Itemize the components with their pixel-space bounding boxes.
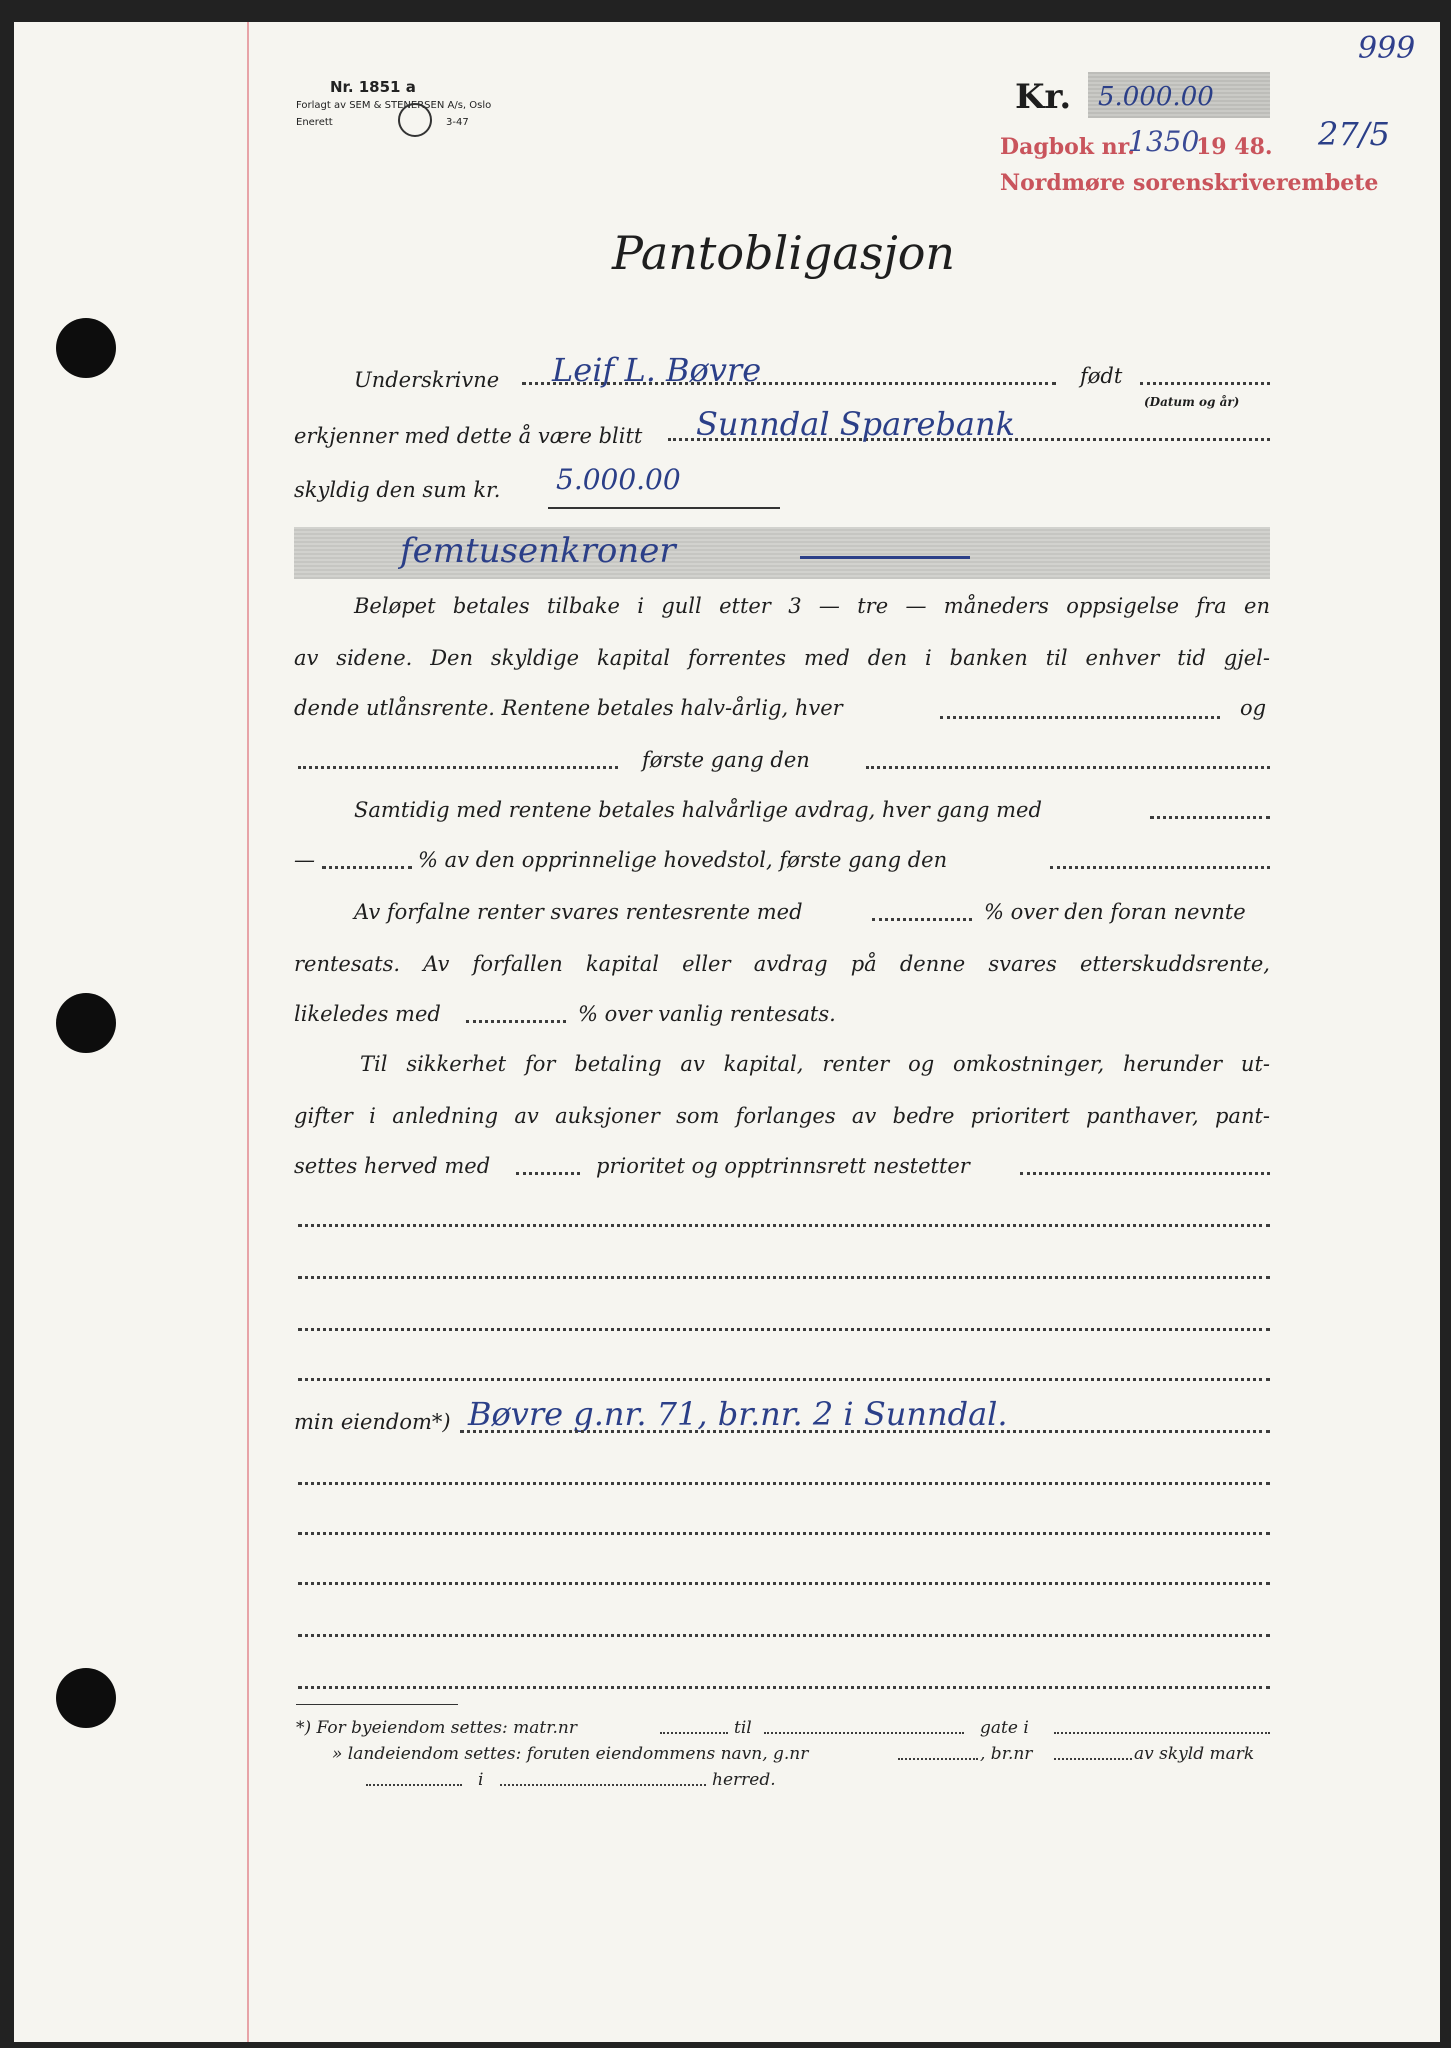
dotted-line bbox=[1054, 1732, 1270, 1734]
erkjenner-label: erkjenner med dette å være blitt bbox=[294, 424, 643, 448]
punch-hole-bottom bbox=[56, 1668, 116, 1728]
footnote-line-1-b: til bbox=[734, 1718, 752, 1738]
body-line-2: av sidene. Den skyldige kapital forrentes med den i banken til enhver tid gjel- bbox=[294, 646, 1270, 670]
amount-value: 5.000.00 bbox=[1098, 82, 1214, 112]
office-stamp: Nordmøre sorenskriverembete bbox=[1000, 170, 1379, 196]
creditor-value: Sunndal Sparebank bbox=[696, 405, 1015, 443]
dotted-line bbox=[764, 1732, 964, 1734]
footnote-separator bbox=[296, 1704, 458, 1705]
dotted-line bbox=[660, 1732, 728, 1734]
dotted-line bbox=[516, 1172, 580, 1175]
underskrivne-label: Underskrivne bbox=[354, 368, 500, 392]
dotted-line bbox=[466, 1020, 566, 1023]
dotted-line bbox=[866, 766, 1270, 769]
body-line-3: dende utlånsrente. Rentene betales halv-årlig, hver bbox=[294, 696, 843, 720]
dagbok-label: Dagbok nr. bbox=[1000, 134, 1135, 160]
dagbok-number: 1350 bbox=[1128, 125, 1200, 158]
dagbok-year: 19 48. bbox=[1196, 134, 1273, 160]
publisher-date: 3-47 bbox=[446, 117, 469, 128]
footnote-line-2-c: av skyld mark bbox=[1134, 1744, 1255, 1764]
blank-line bbox=[298, 1634, 1270, 1637]
footnote-line-3-b: herred. bbox=[712, 1770, 776, 1790]
form-number: Nr. 1851 a bbox=[330, 78, 416, 96]
punch-hole-middle bbox=[56, 993, 116, 1053]
dotted-line bbox=[872, 918, 972, 921]
blank-line bbox=[298, 1276, 1270, 1279]
dotted-line bbox=[1020, 1172, 1270, 1175]
blank-line bbox=[298, 1482, 1270, 1485]
blank-line bbox=[298, 1224, 1270, 1227]
footnote-line-1-a: *) For byeiendom settes: matr.nr bbox=[296, 1718, 577, 1738]
body-line-12: settes herved med bbox=[294, 1154, 491, 1178]
footnote-line-1-c: gate i bbox=[980, 1718, 1029, 1738]
body-line-9-end: % over vanlig rentesats. bbox=[578, 1002, 836, 1026]
publisher-enerett: Enerett bbox=[296, 117, 333, 128]
footnote-line-2-a: » landeiendom settes: foruten eiendommens navn, g.nr bbox=[332, 1744, 809, 1764]
datum-note: (Datum og år) bbox=[1144, 395, 1240, 409]
punch-hole-top bbox=[56, 318, 116, 378]
footnote-line-2-b: , br.nr bbox=[980, 1744, 1033, 1764]
sum-value: 5.000.00 bbox=[556, 463, 681, 496]
body-line-3-og: og bbox=[1240, 696, 1267, 720]
body-line-7-end: % over den foran nevnte bbox=[984, 900, 1246, 924]
blank-line bbox=[298, 1686, 1270, 1689]
body-line-5: Samtidig med rentene betales halvårlige avdrag, hver gang med bbox=[354, 798, 1042, 822]
body-line-6: % av den opprinnelige hovedstol, første gang den bbox=[418, 848, 948, 872]
footnote-line-3-a: i bbox=[478, 1770, 484, 1790]
dotted-line bbox=[1050, 866, 1270, 869]
amount-label: Kr. bbox=[1015, 77, 1072, 117]
dotted-line bbox=[460, 1430, 1270, 1433]
solid-underline bbox=[548, 507, 780, 509]
dotted-line bbox=[322, 866, 412, 869]
handwritten-stroke bbox=[800, 556, 970, 559]
property-value: Bøvre g.nr. 71, br.nr. 2 i Sunndal. bbox=[468, 1395, 1008, 1433]
dotted-line bbox=[1150, 816, 1270, 819]
document-sheet bbox=[14, 22, 1440, 2042]
underskrivne-value: Leif L. Bøvre bbox=[552, 351, 762, 389]
body-line-4: første gang den bbox=[642, 748, 810, 772]
dotted-line bbox=[366, 1784, 462, 1786]
dotted-line bbox=[500, 1784, 706, 1786]
dotted-line bbox=[940, 716, 1220, 719]
blank-line bbox=[298, 1328, 1270, 1331]
body-line-7: Av forfalne renter svares rentesrente med bbox=[354, 900, 803, 924]
property-label: min eiendom*) bbox=[294, 1410, 451, 1434]
body-line-12-mid: prioritet og opptrinnsrett nestetter bbox=[596, 1154, 970, 1178]
dotted-line bbox=[1054, 1758, 1132, 1760]
body-line-11: gifter i anledning av auksjoner som forlanges av bedre prioritert panthaver, pant- bbox=[294, 1104, 1270, 1128]
skyldig-label: skyldig den sum kr. bbox=[294, 478, 501, 502]
body-line-9: likeledes med bbox=[294, 1002, 441, 1026]
dotted-line bbox=[298, 766, 618, 769]
blank-line bbox=[298, 1582, 1270, 1585]
blank-line bbox=[298, 1532, 1270, 1535]
margin-line bbox=[247, 22, 249, 2042]
fodt-label: født bbox=[1080, 364, 1123, 388]
dotted-line bbox=[1140, 382, 1270, 385]
body-line-10: Til sikkerhet for betaling av kapital, renter og omkostninger, herunder ut- bbox=[360, 1052, 1270, 1076]
publisher-line: Forlagt av SEM & STENERSEN A/s, Oslo bbox=[296, 100, 492, 111]
dotted-line bbox=[898, 1758, 978, 1760]
body-line-8: rentesats. Av forfallen kapital eller avdrag på denne svares etterskuddsrente, bbox=[294, 952, 1270, 976]
body-line-6-dash: — bbox=[294, 848, 315, 872]
publisher-logo bbox=[398, 103, 432, 137]
dagbok-date: 27/5 bbox=[1318, 115, 1390, 153]
blank-line bbox=[298, 1378, 1270, 1381]
amount-in-words: femtusenkroner bbox=[400, 531, 676, 571]
page-number: 999 bbox=[1358, 31, 1416, 66]
page-title: Pantobligasjon bbox=[612, 226, 956, 280]
body-line-1: Beløpet betales tilbake i gull etter 3 — tre — måneders oppsigelse fra en bbox=[354, 594, 1270, 618]
